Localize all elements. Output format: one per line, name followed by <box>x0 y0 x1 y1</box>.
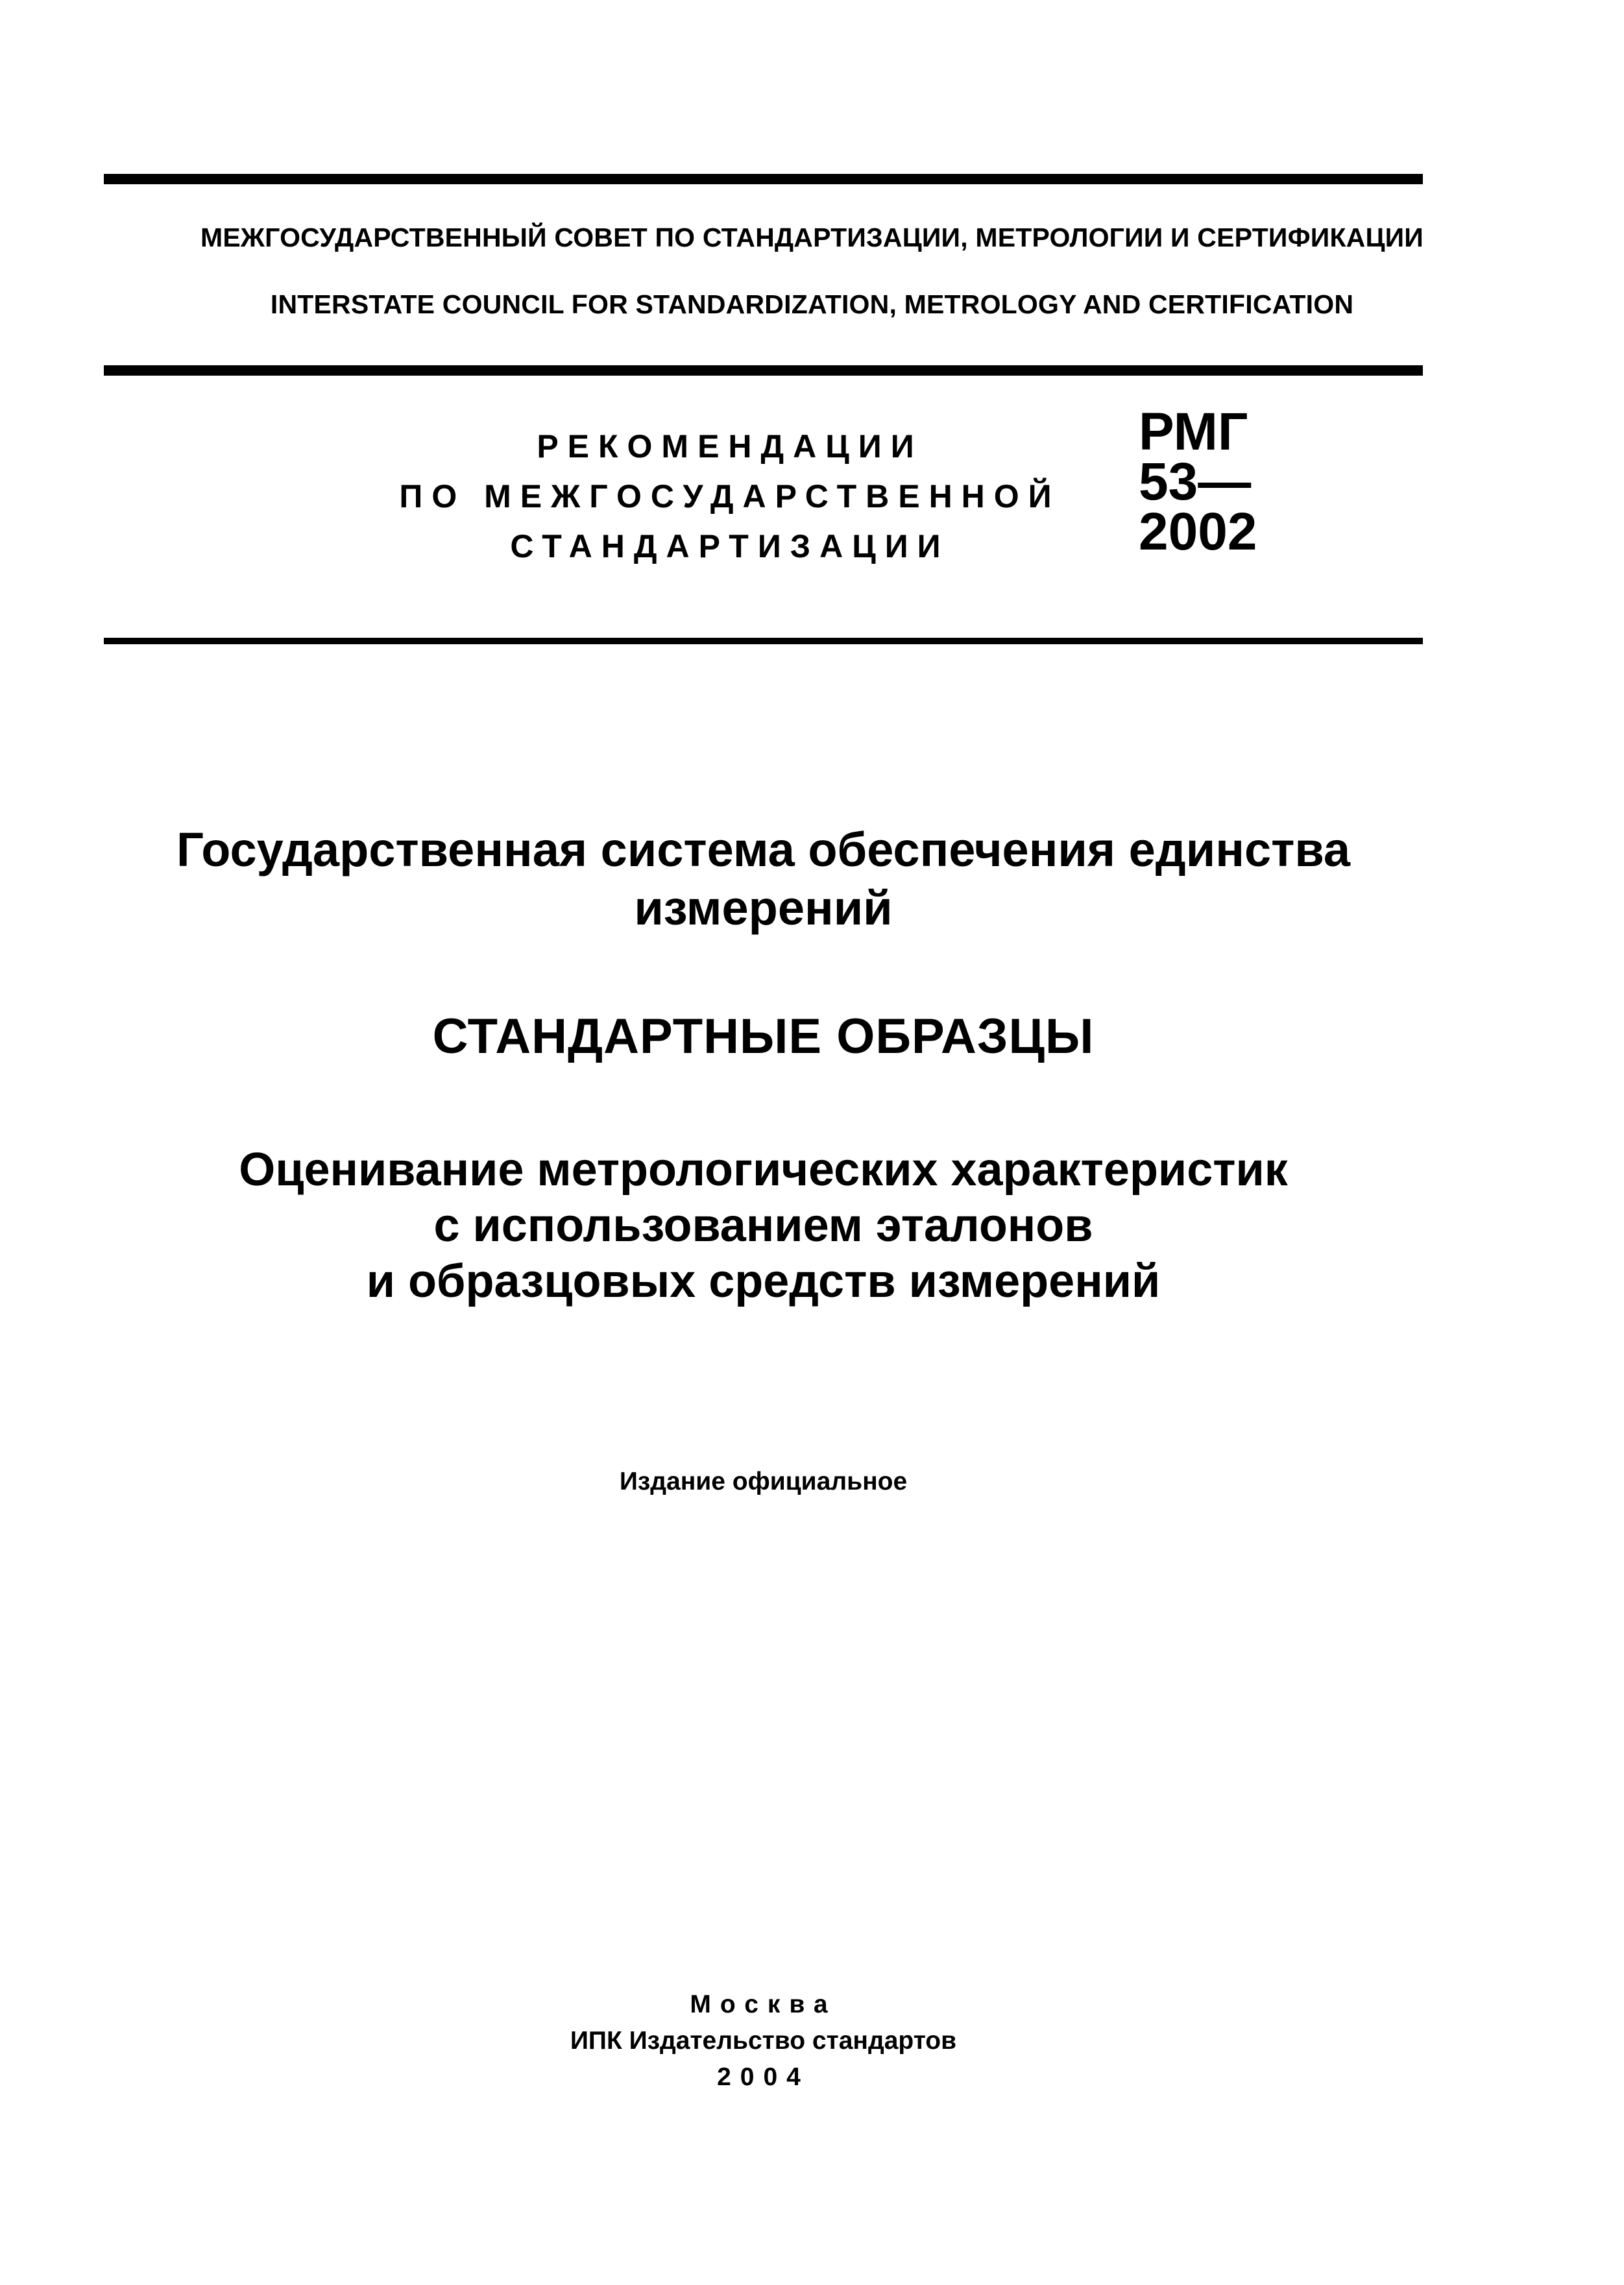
designation-line-2: 53— <box>1139 452 1252 511</box>
subtitle-line-2: с использованием эталонов <box>433 1200 1093 1251</box>
edition-note: Издание официальное <box>619 1468 908 1495</box>
document-series <box>389 422 1071 572</box>
subtitle-line-1: Оценивание метрологических характеристик <box>239 1144 1288 1196</box>
subtitle-line-3: и образцовых средств измерений <box>366 1255 1161 1307</box>
imprint-city: Москва <box>690 1990 837 2018</box>
council-name-ru: МЕЖГОСУДАРСТВЕННЫЙ СОВЕТ ПО СТАНДАРТИЗАЦИИ, МЕТРОЛОГИИ И СЕРТИФИКАЦИИ <box>200 223 1424 252</box>
council-name-en: INTERSTATE COUNCIL FOR STANDARDIZATION, METROLOGY AND CERTIFICATION <box>270 289 1354 319</box>
imprint-publisher: ИПК Издательство стандартов <box>570 2027 957 2055</box>
subtitle <box>97 1142 1429 1309</box>
top-thick-rule <box>104 174 1423 184</box>
series-line-2: ПО МЕЖГОСУДАРСТВЕННОЙ <box>399 478 1061 514</box>
imprint-year: 2004 <box>717 2063 810 2091</box>
series-line-3: СТАНДАРТИЗАЦИИ <box>510 528 950 564</box>
main-title-line-1: Государственная система обеспечения единства <box>176 823 1351 877</box>
document-designation <box>1139 402 1257 561</box>
main-title-line-2: измерений <box>634 881 893 935</box>
designation-line-3: 2002 <box>1139 502 1257 561</box>
designation-line-1: РМГ <box>1139 402 1248 461</box>
bottom-thin-rule <box>104 638 1423 644</box>
imprint <box>0 1987 1527 2096</box>
series-line-1: РЕКОМЕНДАЦИИ <box>537 428 923 465</box>
middle-thick-rule <box>104 365 1423 376</box>
standard-title: СТАНДАРТНЫЕ ОБРАЗЦЫ <box>432 1009 1095 1064</box>
main-title <box>97 821 1429 937</box>
